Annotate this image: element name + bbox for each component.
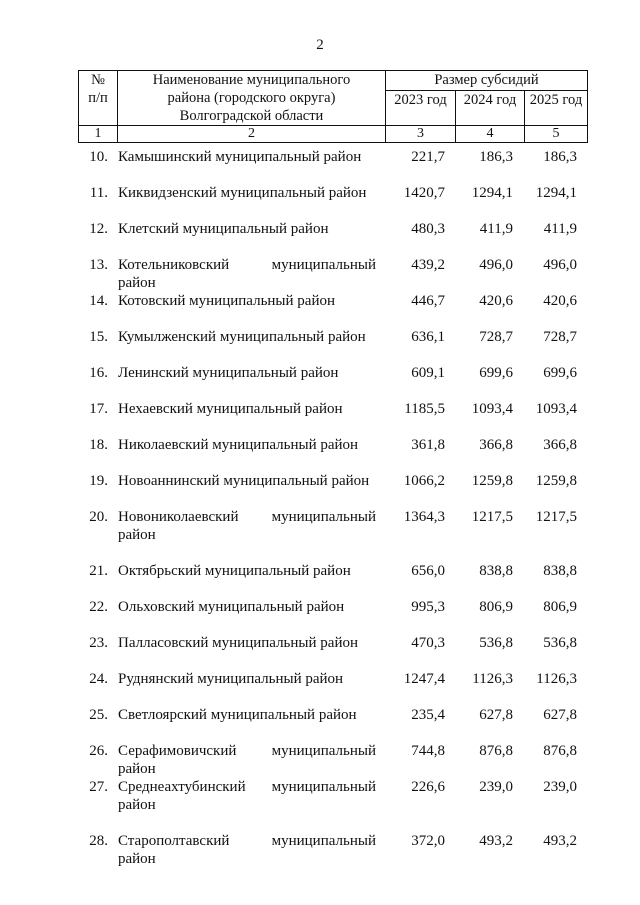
row-district-name: Палласовский муниципальный район xyxy=(118,635,358,651)
row-value-2025: 493,2 xyxy=(543,833,577,849)
row-value-2025: 411,9 xyxy=(543,221,577,237)
row-value-2023: 372,0 xyxy=(411,833,445,849)
row-number: 28. xyxy=(89,833,108,849)
row-value-2023: 636,1 xyxy=(411,329,445,345)
row-value-2024: 627,8 xyxy=(479,707,513,723)
table-row xyxy=(78,628,588,664)
table-row xyxy=(78,502,588,556)
header-name-line3: Волгоградской области xyxy=(179,108,324,124)
row-district-name xyxy=(118,508,376,544)
row-value-2024: 876,8 xyxy=(479,743,513,759)
row-number: 19. xyxy=(89,473,108,489)
row-district-name: Ленинский муниципальный район xyxy=(118,365,339,381)
row-number: 15. xyxy=(89,329,108,345)
row-number: 21. xyxy=(89,563,108,579)
row-number: 11. xyxy=(89,185,108,201)
row-number: 16. xyxy=(89,365,108,381)
row-value-2025: 1294,1 xyxy=(535,185,577,201)
row-value-2024: 1217,5 xyxy=(471,509,513,525)
row-value-2025: 1093,4 xyxy=(535,401,577,417)
table-row xyxy=(78,358,588,394)
row-number: 24. xyxy=(89,671,108,687)
table-row xyxy=(78,736,588,777)
row-district-name-line1 xyxy=(118,778,376,796)
table-row xyxy=(78,250,588,291)
row-value-2024: 411,9 xyxy=(479,221,513,237)
row-value-2023: 226,6 xyxy=(411,779,445,795)
row-district-name: Камышинский муниципальный район xyxy=(118,149,362,165)
row-value-2024: 838,8 xyxy=(479,563,513,579)
row-district-name: Клетский муниципальный район xyxy=(118,221,329,237)
table-row xyxy=(78,214,588,250)
table-row xyxy=(78,592,588,628)
row-value-2025: 1126,3 xyxy=(536,671,577,687)
row-number: 25. xyxy=(89,707,108,723)
row-district-name-line2: район xyxy=(118,527,156,543)
row-value-2023: 656,0 xyxy=(411,563,445,579)
row-district-name: Киквидзенский муниципальный район xyxy=(118,185,367,201)
row-value-2024: 186,3 xyxy=(479,149,513,165)
row-value-2024: 366,8 xyxy=(479,437,513,453)
row-value-2023: 235,4 xyxy=(411,707,445,723)
row-value-2023: 1066,2 xyxy=(403,473,445,489)
row-value-2025: 876,8 xyxy=(543,743,577,759)
row-value-2024: 699,6 xyxy=(479,365,513,381)
row-value-2025: 699,6 xyxy=(543,365,577,381)
table-row xyxy=(78,430,588,466)
row-district-name: Старополтавский муниципальный район xyxy=(118,833,376,867)
row-value-2024: 493,2 xyxy=(479,833,513,849)
row-value-2024: 420,6 xyxy=(479,293,513,309)
row-value-2023: 1185,5 xyxy=(404,401,445,417)
header-name-line2: района (городского округа) xyxy=(167,90,336,106)
row-value-2024: 806,9 xyxy=(479,599,513,615)
row-district-name: Руднянский муниципальный район xyxy=(118,671,344,687)
row-number: 18. xyxy=(89,437,108,453)
table-row xyxy=(78,286,588,322)
row-value-2023: 480,3 xyxy=(411,221,445,237)
row-district-name: Котельниковский муниципальный район xyxy=(118,257,376,291)
row-value-2025: 366,8 xyxy=(543,437,577,453)
header-index-2: 2 xyxy=(118,126,386,143)
row-value-2023: 361,8 xyxy=(411,437,445,453)
row-district-name-word: муниципальный xyxy=(271,779,376,795)
header-index-4: 4 xyxy=(456,126,525,143)
row-value-2025: 536,8 xyxy=(543,635,577,651)
row-value-2024: 239,0 xyxy=(479,779,513,795)
row-number: 27. xyxy=(89,779,108,795)
table-body xyxy=(78,142,588,867)
row-district-name: Котовский муниципальный район xyxy=(118,293,336,309)
row-value-2023: 446,7 xyxy=(411,293,445,309)
header-index-3: 3 xyxy=(386,126,456,143)
row-number: 14. xyxy=(89,293,108,309)
row-district-name-line1 xyxy=(118,508,376,526)
row-district-name: Ольховский муниципальный район xyxy=(118,599,345,615)
row-value-2024: 1126,3 xyxy=(472,671,513,687)
row-district-name xyxy=(118,778,376,814)
row-value-2025: 806,9 xyxy=(543,599,577,615)
header-name-line1: Наименование муниципального xyxy=(152,72,351,88)
row-number: 12. xyxy=(89,221,108,237)
row-value-2025: 186,3 xyxy=(543,149,577,165)
row-value-2023: 744,8 xyxy=(411,743,445,759)
row-district-name-line2: район xyxy=(118,797,156,813)
row-district-name: Николаевский муниципальный район xyxy=(118,437,359,453)
row-value-2023: 1420,7 xyxy=(403,185,445,201)
row-district-name-word: Среднеахтубинский xyxy=(118,779,246,795)
row-district-name: Серафимовичский муниципальный район xyxy=(118,743,376,777)
row-value-2025: 728,7 xyxy=(543,329,577,345)
row-value-2023: 470,3 xyxy=(411,635,445,651)
row-value-2023: 1247,4 xyxy=(403,671,445,687)
row-value-2023: 1364,3 xyxy=(403,509,445,525)
row-value-2024: 1093,4 xyxy=(471,401,513,417)
table-header xyxy=(78,70,588,143)
row-value-2023: 995,3 xyxy=(411,599,445,615)
row-district-name: Светлоярский муниципальный район xyxy=(118,707,357,723)
header-col-name xyxy=(118,71,386,126)
row-value-2025: 1259,8 xyxy=(535,473,577,489)
row-value-2023: 221,7 xyxy=(411,149,445,165)
header-year-2024: 2024 год xyxy=(456,91,525,126)
row-value-2025: 496,0 xyxy=(543,257,577,273)
header-year-2025: 2025 год xyxy=(525,91,588,126)
row-value-2025: 1217,5 xyxy=(535,509,577,525)
table-row xyxy=(78,700,588,736)
row-district-name-word: муниципальный xyxy=(271,509,376,525)
row-value-2025: 838,8 xyxy=(543,563,577,579)
table-row xyxy=(78,178,588,214)
header-num-line2: п/п xyxy=(88,90,108,106)
row-number: 26. xyxy=(89,743,108,759)
page-number: 2 xyxy=(316,37,324,53)
table-row xyxy=(78,826,588,867)
row-district-name-word: Новониколаевский xyxy=(118,509,239,525)
table-row xyxy=(78,142,588,178)
header-year-2023: 2023 год xyxy=(386,91,456,126)
row-value-2024: 728,7 xyxy=(479,329,513,345)
row-value-2025: 420,6 xyxy=(543,293,577,309)
header-subsidy-title: Размер субсидий xyxy=(386,71,588,91)
table-row xyxy=(78,664,588,700)
row-value-2024: 536,8 xyxy=(479,635,513,651)
row-value-2023: 609,1 xyxy=(411,365,445,381)
table-row xyxy=(78,394,588,430)
row-district-name: Нехаевский муниципальный район xyxy=(118,401,343,417)
row-district-name: Новоаннинский муниципальный район xyxy=(118,473,370,489)
table-row xyxy=(78,322,588,358)
row-number: 22. xyxy=(89,599,108,615)
header-index-5: 5 xyxy=(525,126,588,143)
row-number: 23. xyxy=(89,635,108,651)
table-row xyxy=(78,556,588,592)
row-value-2024: 1259,8 xyxy=(471,473,513,489)
row-district-name: Кумылженский муниципальный район xyxy=(118,329,366,345)
row-value-2023: 439,2 xyxy=(411,257,445,273)
row-value-2025: 239,0 xyxy=(543,779,577,795)
row-value-2024: 496,0 xyxy=(479,257,513,273)
row-number: 20. xyxy=(89,509,108,525)
row-district-name: Октябрьский муниципальный район xyxy=(118,563,351,579)
table-row xyxy=(78,772,588,826)
header-num-line1: № xyxy=(91,72,105,88)
row-number: 17. xyxy=(89,401,108,417)
row-number: 10. xyxy=(89,149,108,165)
row-value-2025: 627,8 xyxy=(543,707,577,723)
header-col-number xyxy=(79,71,118,126)
header-index-1: 1 xyxy=(79,126,118,143)
table-row xyxy=(78,466,588,502)
row-value-2024: 1294,1 xyxy=(471,185,513,201)
row-number: 13. xyxy=(89,257,108,273)
